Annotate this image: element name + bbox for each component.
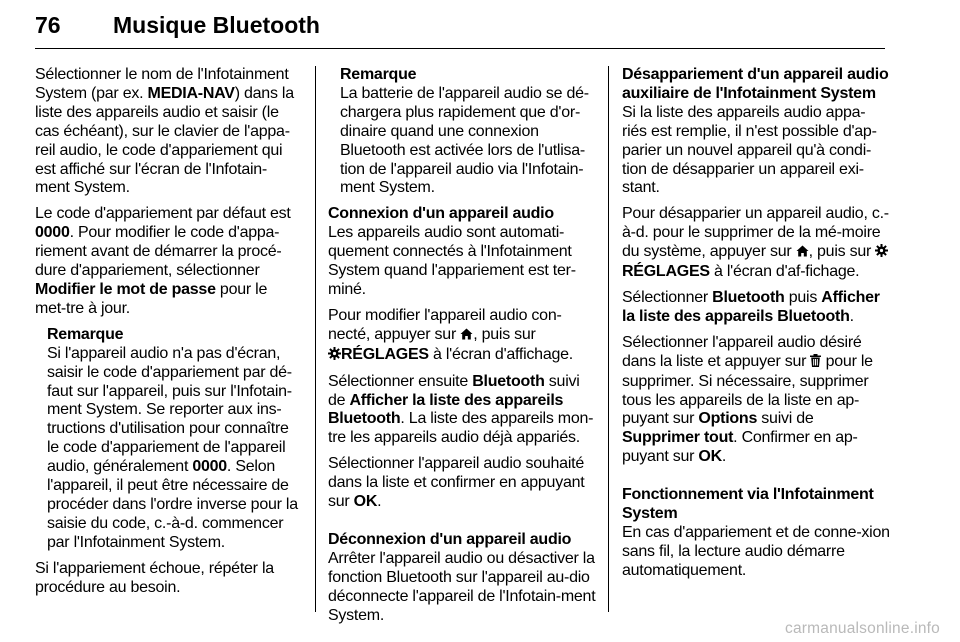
section-heading: Connexion d'un appareil audio [328,205,554,223]
note-box [328,66,596,198]
home-icon [796,244,809,263]
paragraph: Le code d'appariement par défaut est 0000. Pour modifier le code d'appa-riement avant de démarrer la procé-dure d'appariement, sélectionner Modifier le mot de passe pour le met-tre à jour. [35,205,291,317]
page-number: 76 [35,12,61,38]
home-icon [460,327,473,346]
section-heading: Déconnexion d'un appareil audio [328,530,572,548]
watermark: carmanualsonline.info [785,620,940,637]
column-divider [608,66,609,612]
note-text: Si l'appareil audio n'a pas d'écran, saisir le code d'appariement par dé-faut sur l'appareil, puis sur l'Infotain-ment System. Se reporter aux ins-tructions d'utilisation pour connaître le code d'appariement de l'appareil audio, généralement 0000. Selon l'appareil, il peut être nécessaire de procéder dans l'ordre inverse pour la saisie du code, c.-à-d. commencer par l'Infotainment System. [47,344,298,551]
note-title: Remarque [47,325,124,343]
column-1 [35,66,301,604]
page-header [35,6,885,49]
page-title: Musique Bluetooth [113,12,320,38]
gear-icon [875,244,888,263]
note-text: La batterie de l'appareil audio se dé-chargera plus rapidement que d'or-dinaire quand une connexion Bluetooth est activée lors de l'utlisa-tion de l'appareil audio via l'Infotain-ment System. [340,84,589,197]
paragraph: Pour désapparier un appareil audio, c.-à-d. pour le supprimer de la mé-moire du système, appuyer sur , puis sur RÉGLAGES à l'écran d'af-fichage. [622,205,889,281]
paragraph: Sélectionner Bluetooth puis Afficher la liste des appareils Bluetooth. [622,288,880,325]
note-box [35,326,301,553]
column-divider [315,66,316,612]
paragraph: En cas d'appariement et de conne-xion sans fil, la lecture audio démarre automatiquement. [622,523,890,579]
paragraph: Sélectionner l'appareil audio désiré dans la liste et appuyer sur pour le supprimer. Si nécessaire, supprimer tous les appareils de la liste en ap-puyant sur Options suivi de Supprimer tout. Confirmer en ap-puyant sur OK. [622,333,873,466]
paragraph: Arrêter l'appareil audio ou désactiver la fonction Bluetooth sur l'appareil au-dio déconnecte l'appareil de l'Infotain-ment System. [328,549,596,624]
paragraph: Les appareils audio sont automati-quement connectés à l'Infotainment System quand l'appariement est ter-miné. [328,224,576,298]
note-title: Remarque [340,66,417,83]
column-3 [622,66,890,588]
paragraph: Si la liste des appareils audio appa-riés est remplie, il n'est possible d'ap-parier un nouvel appareil qu'à condi-tion de désapparier un appareil exi-stant. [622,103,877,197]
paragraph: Sélectionner l'appareil audio souhaité dans la liste et confirmer en appuyant sur OK. [328,455,585,511]
section-heading: Fonctionnement via l'Infotainment System [622,486,874,523]
paragraph: Sélectionner ensuite Bluetooth suivi de Afficher la liste des appareils Bluetooth. La liste des appareils mon-tre les appareils audio déjà appariés. [328,372,594,447]
paragraph: Pour modifier l'appareil audio con-necté, appuyer sur , puis sur RÉGLAGES à l'écran d'affichage. [328,307,596,366]
column-2 [328,66,596,632]
gear-icon [328,347,341,366]
trash-icon [810,354,821,373]
paragraph: Si l'appariement échoue, répéter la procédure au besoin. [35,559,274,596]
section-heading: Désappariement d'un appareil audio auxiliaire de l'Infotainment System [622,66,889,102]
paragraph: Sélectionner le nom de l'Infotainment System (par ex. MEDIA-NAV) dans la liste des appareils audio et saisir (le cas échéant), sur le clavier de l'appa-reil audio, le code d'appariement qui est affiché sur l'écran de l'Infotain-ment System. [35,66,294,197]
